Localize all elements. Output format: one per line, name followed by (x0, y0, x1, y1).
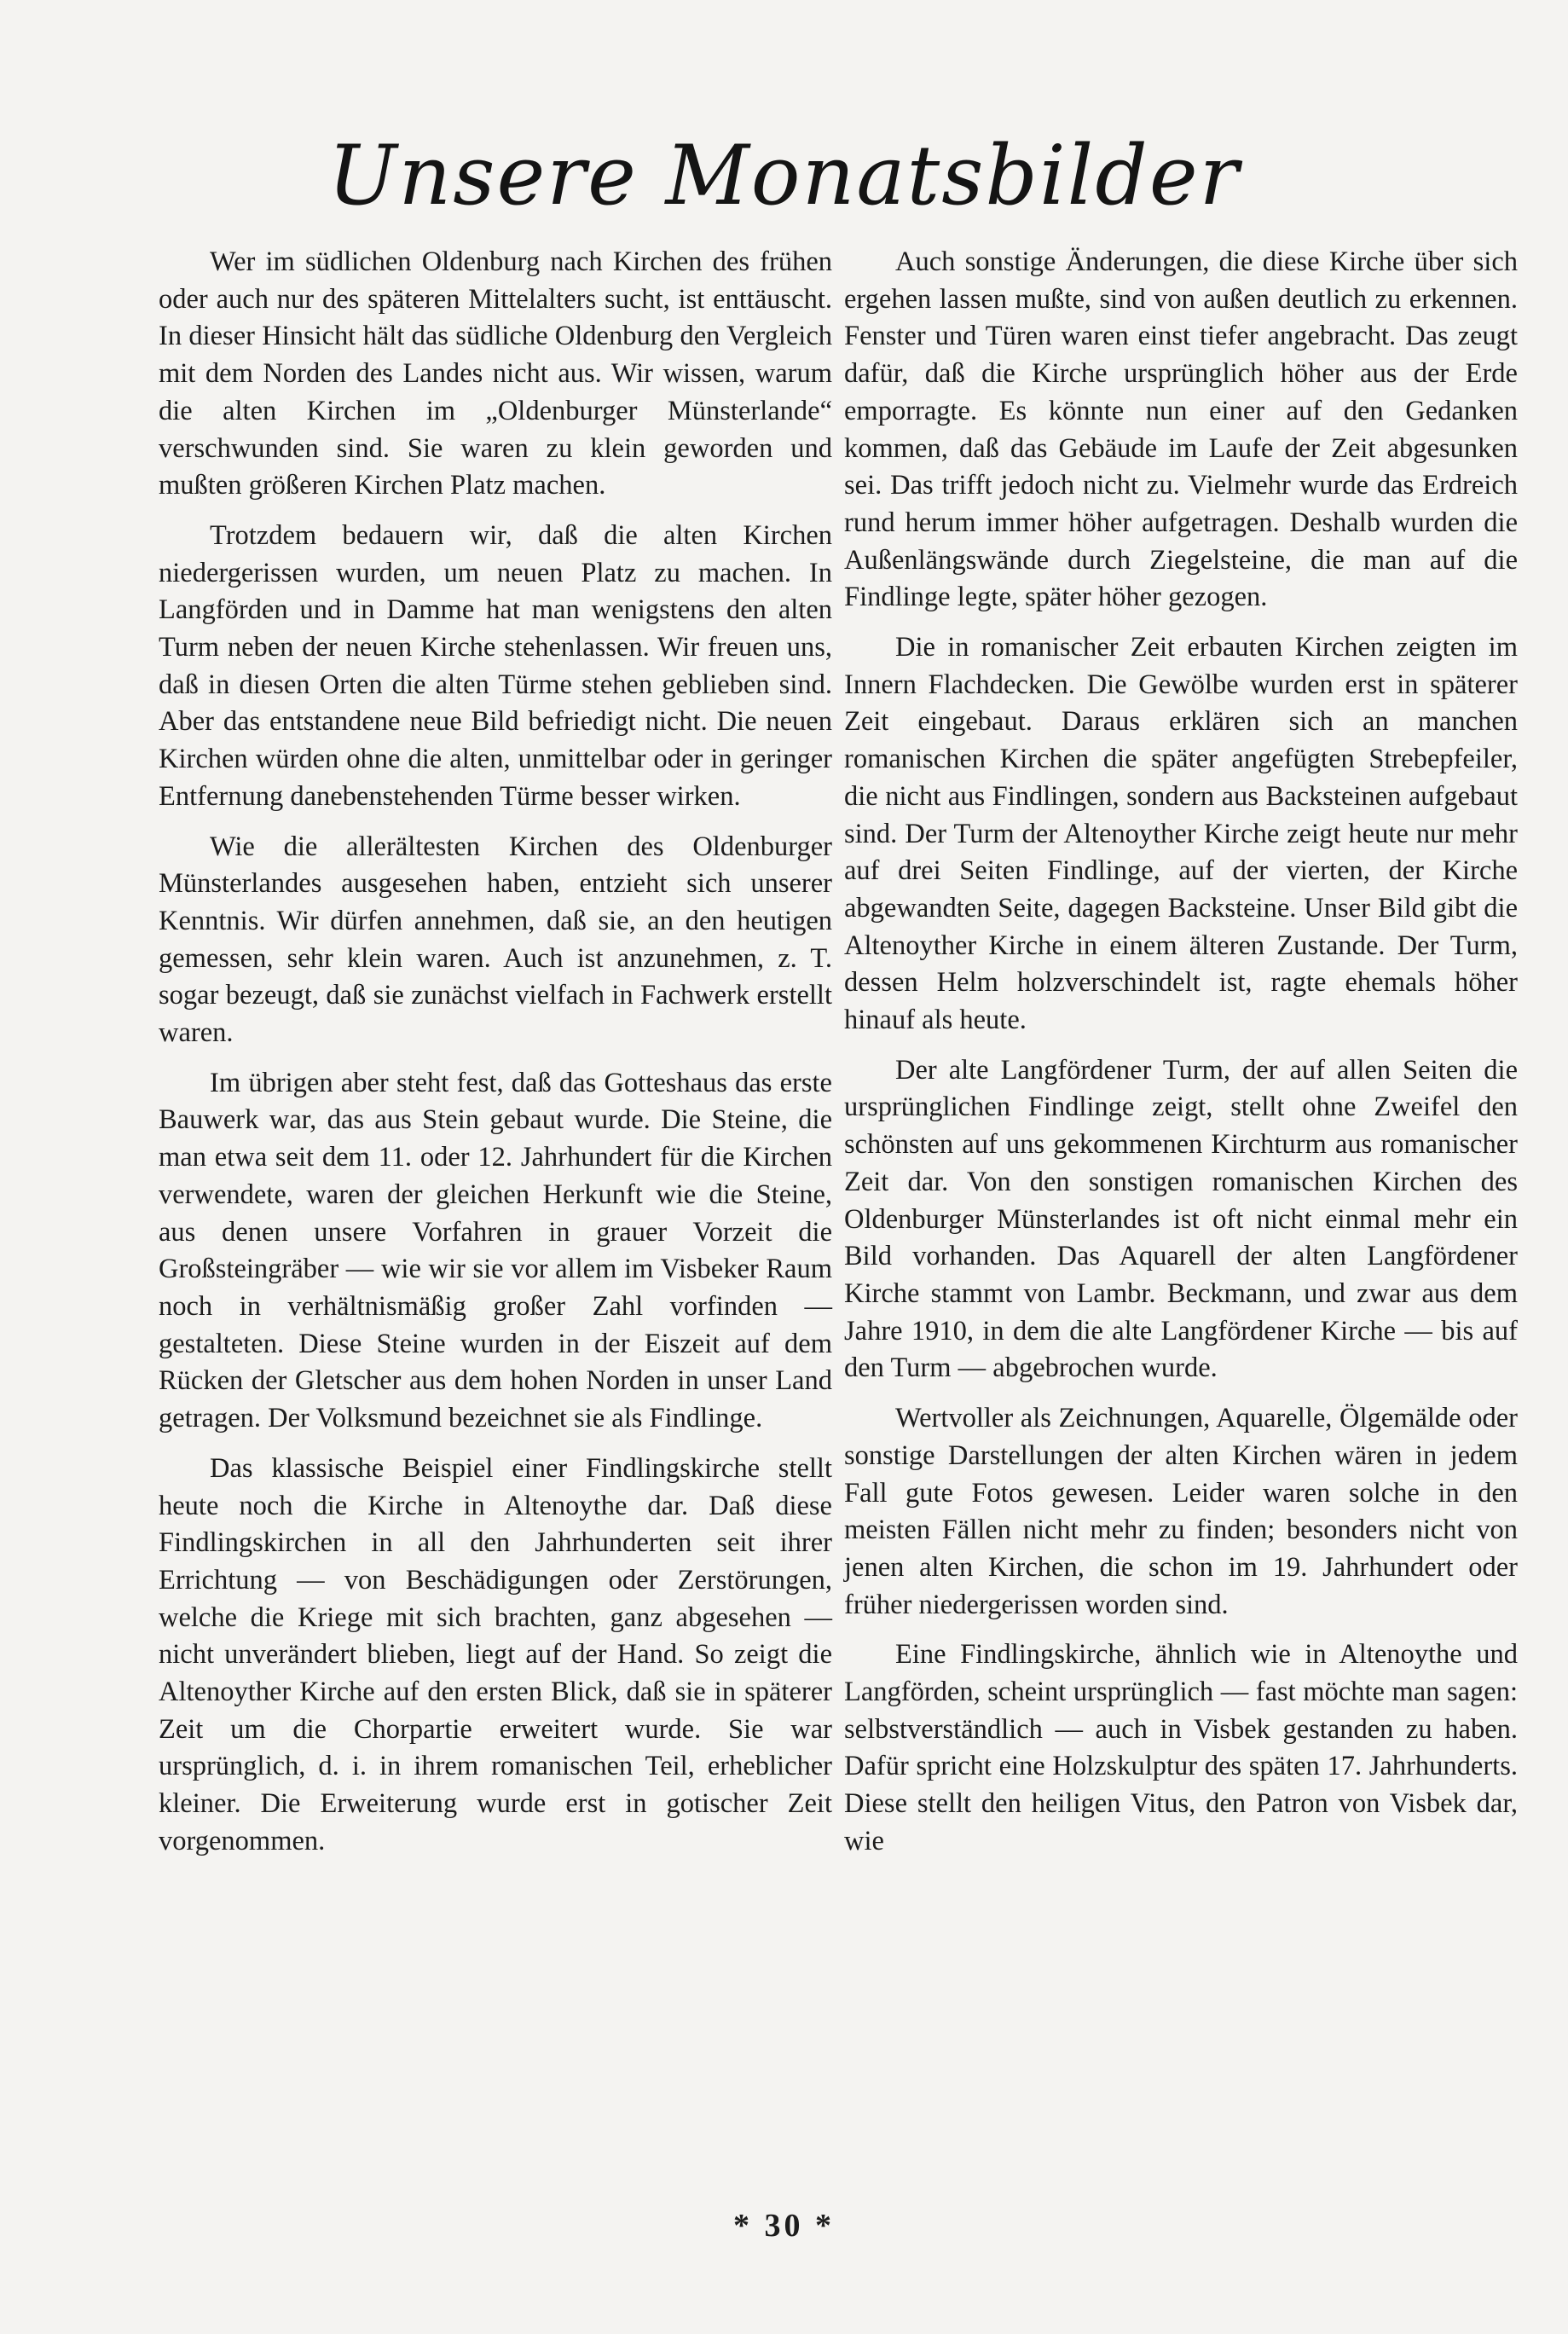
paragraph: Das klassische Beispiel einer Findlingskirche stellt heute noch die Kirche in Altenoythe dar. Daß diese Findlingskirchen in all den Jahrhunderten seit ihrer Errichtung — von Beschädigungen oder Zerstörungen, welche die Kriege mit sich brachten, ganz abgesehen — nicht unverändert blieben, liegt auf der Hand. So zeigt die Altenoyther Kirche auf den ersten Blick, daß sie in späterer Zeit um die Chorpartie erweitert wurde. Sie war ursprünglich, d. i. in ihrem romanischen Teil, erheblicher kleiner. Die Erweiterung wurde erst in gotischer Zeit vorgenommen. (159, 1452, 832, 1856)
text-column-right (844, 244, 1518, 1874)
paragraph: Wie die allerältesten Kirchen des Oldenburger Münsterlandes ausgesehen haben, entzieht sich unserer Kenntnis. Wir dürfen annehmen, daß sie, an den heutigen gemessen, sehr klein waren. Auch ist anzunehmen, z. T. sogar bezeugt, daß sie zunächst vielfach in Fachwerk erstellt waren. (159, 831, 832, 1049)
paragraph: Auch sonstige Änderungen, die diese Kirche über sich ergehen lassen mußte, sind von außen deutlich zu erkennen. Fenster und Türen waren einst tiefer angebracht. Das zeugt dafür, daß die Kirche ursprünglich höher aus der Erde emporragte. Es könnte nun einer auf den Gedanken kommen, daß das Gebäude im Laufe der Zeit abgesunken sei. Das trifft jedoch nicht zu. Vielmehr wurde das Erdreich rund herum immer höher aufgetragen. Deshalb wurden die Außenlängswände durch Ziegelsteine, die man auf die Findlinge legte, später höher gezogen. (844, 246, 1518, 613)
text-column-left (159, 244, 832, 1874)
paragraph: Eine Findlingskirche, ähnlich wie in Altenoythe und Langförden, scheint ursprünglich — fast möchte man sagen: selbstverständlich — auch in Visbek gestanden zu haben. Dafür spricht eine Holzskulptur des späten 17. Jahrhunderts. Diese stellt den heiligen Vitus, den Patron von Visbek dar, wie (844, 1639, 1518, 1856)
paragraph: Der alte Langfördener Turm, der auf allen Seiten die ursprünglichen Findlinge zeigt, stellt ohne Zweifel den schönsten auf uns gekommenen Kirchturm aus romanischer Zeit dar. Von den sonstigen romanischen Kirchen des Oldenburger Münsterlandes ist oft nicht einmal mehr ein Bild vorhanden. Das Aquarell der alten Langfördener Kirche stammt von Lambr. Beckmann, und zwar aus dem Jahre 1910, in dem die alte Langfördener Kirche — bis auf den Turm — abgebrochen wurde. (844, 1054, 1518, 1384)
paragraph: Die in romanischer Zeit erbauten Kirchen zeigten im Innern Flachdecken. Die Gewölbe wurden erst in späterer Zeit eingebaut. Daraus erklären sich an manchen romanischen Kirchen die später angefügten Strebepfeiler, die nicht aus Findlingen, sondern aus Backsteinen aufgebaut sind. Der Turm der Altenoyther Kirche zeigt heute nur mehr auf drei Seiten Findlinge, auf der vierten, der Kirche abgewandten Seite, dagegen Backsteine. Unser Bild gibt die Altenoyther Kirche in einem älteren Zustande. Der Turm, dessen Helm holzverschindelt ist, ragte ehemals höher hinauf als heute. (844, 632, 1518, 1036)
paragraph: Im übrigen aber steht fest, daß das Gotteshaus das erste Bauwerk war, das aus Stein gebaut wurde. Die Steine, die man etwa seit dem 11. oder 12. Jahrhundert für die Kirchen verwendete, waren der gleichen Herkunft wie die Steine, aus denen unsere Vorfahren in grauer Vorzeit die Großsteingräber — wie wir sie vor allem im Visbeker Raum noch in verhältnismäßig großer Zahl vorfinden — gestalteten. Diese Steine wurden in der Eiszeit auf dem Rücken der Gletscher aus dem hohen Norden in unser Land getragen. Der Volksmund bezeichnet sie als Findlinge. (159, 1067, 832, 1434)
paragraph: Wer im südlichen Oldenburg nach Kirchen des frühen oder auch nur des späteren Mittelalters sucht, ist enttäuscht. In dieser Hinsicht hält das südliche Oldenburg den Vergleich mit dem Norden des Landes nicht aus. Wir wissen, warum die alten Kirchen im „Oldenburger Münsterlande“ verschwunden sind. Sie waren zu klein geworden und mußten größeren Kirchen Platz machen. (159, 246, 832, 501)
paragraph: Wertvoller als Zeichnungen, Aquarelle, Ölgemälde oder sonstige Darstellungen der alten Kirchen wären in jedem Fall gute Fotos gewesen. Leider waren solche in den meisten Fällen nicht mehr zu finden; besonders nicht von jenen alten Kirchen, die schon im 19. Jahrhundert oder früher niedergerissen worden sind. (844, 1403, 1518, 1620)
page-number: * 30 * (733, 2208, 835, 2244)
paragraph: Trotzdem bedauern wir, daß die alten Kirchen niedergerissen wurden, um neuen Platz zu machen. In Langförden und in Damme hat man wenigstens den alten Turm neben der neuen Kirche stehenlassen. Wir freuen uns, daß in diesen Orten die alten Türme stehen geblieben sind. Aber das entstandene neue Bild befriedigt nicht. Die neuen Kirchen würden ohne die alten, unmittelbar oder in geringer Entfernung danebenstehenden Türme besser wirken. (159, 519, 832, 812)
page-title: Unsere Monatsbilder (327, 128, 1241, 223)
